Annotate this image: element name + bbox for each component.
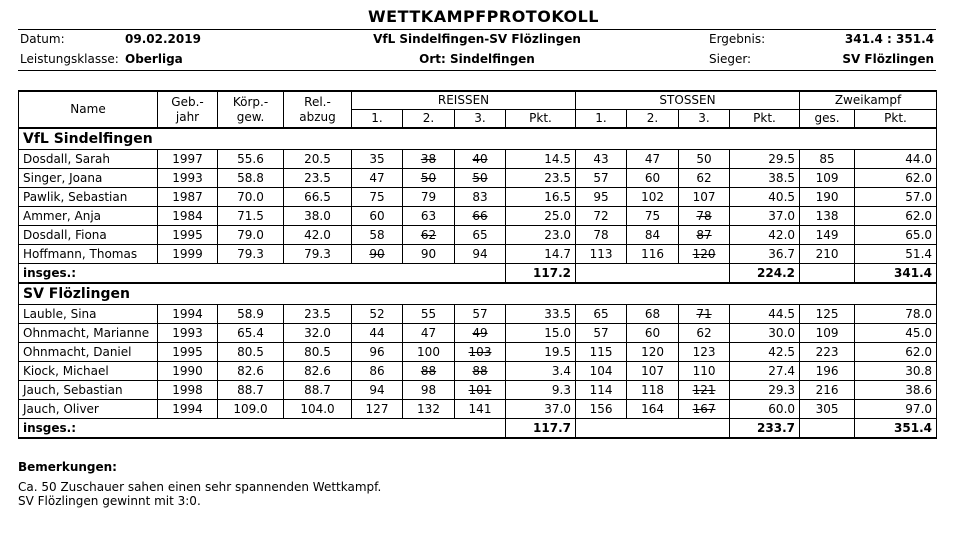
relative-deduction: 80.5 xyxy=(284,343,352,362)
stossen-attempt-3 xyxy=(679,245,730,264)
reissen-attempt-3 xyxy=(455,169,506,188)
ergebnis-value: 341.4 : 351.4 xyxy=(844,32,934,46)
athlete-row xyxy=(19,188,937,207)
relative-deduction: 104.0 xyxy=(284,400,352,419)
relative-deduction: 38.0 xyxy=(284,207,352,226)
stossen-attempt-2: 107 xyxy=(627,362,679,381)
total-zweikampf: 351.4 xyxy=(855,419,937,439)
team-name: VfL Sindelfingen xyxy=(19,128,937,150)
protocol-header xyxy=(18,29,936,71)
col-geb: Geb.-jahr xyxy=(158,91,218,128)
reissen-attempt-3-failed: 50 xyxy=(472,170,488,185)
reissen-points: 15.0 xyxy=(506,324,576,343)
athlete-name: Ohnmacht, Daniel xyxy=(19,343,158,362)
col-r2: 2. xyxy=(403,110,455,129)
stossen-attempt-2: 68 xyxy=(627,305,679,324)
zweikampf-total: 210 xyxy=(800,245,855,264)
stossen-attempt-3: 123 xyxy=(679,343,730,362)
reissen-points: 14.7 xyxy=(506,245,576,264)
total-stossen: 233.7 xyxy=(730,419,800,439)
stossen-attempt-3: 50 xyxy=(679,150,730,169)
stossen-attempt-2: 47 xyxy=(627,150,679,169)
reissen-attempt-3: 57 xyxy=(455,305,506,324)
col-s1: 1. xyxy=(576,110,627,129)
col-name: Name xyxy=(19,91,158,128)
zweikampf-points: 45.0 xyxy=(855,324,937,343)
stossen-attempt-1: 43 xyxy=(576,150,627,169)
relative-deduction: 23.5 xyxy=(284,169,352,188)
relative-deduction: 88.7 xyxy=(284,381,352,400)
stossen-points: 27.4 xyxy=(730,362,800,381)
reissen-points: 16.5 xyxy=(506,188,576,207)
stossen-attempt-3 xyxy=(679,226,730,245)
match-title: VfL Sindelfingen-SV Flözlingen xyxy=(373,32,581,46)
ergebnis-label: Ergebnis: xyxy=(709,32,766,46)
reissen-points: 33.5 xyxy=(506,305,576,324)
zweikampf-points: 65.0 xyxy=(855,226,937,245)
relative-deduction: 66.5 xyxy=(284,188,352,207)
relative-deduction: 32.0 xyxy=(284,324,352,343)
col-ges: ges. xyxy=(800,110,855,129)
reissen-attempt-1: 52 xyxy=(352,305,403,324)
athlete-name: Jauch, Sebastian xyxy=(19,381,158,400)
athlete-name: Kiock, Michael xyxy=(19,362,158,381)
athlete-name: Dosdall, Sarah xyxy=(19,150,158,169)
stossen-attempt-3-failed: 71 xyxy=(696,306,712,321)
birth-year: 1998 xyxy=(158,381,218,400)
reissen-attempt-1: 96 xyxy=(352,343,403,362)
reissen-attempt-2-failed: 62 xyxy=(420,227,437,242)
col-reissen: REISSEN xyxy=(352,91,576,110)
reissen-attempt-1: 86 xyxy=(352,362,403,381)
zweikampf-total: 149 xyxy=(800,226,855,245)
birth-year: 1995 xyxy=(158,343,218,362)
reissen-attempt-2 xyxy=(403,226,455,245)
stossen-attempt-3-failed: 78 xyxy=(696,208,712,223)
stossen-attempt-1: 72 xyxy=(576,207,627,226)
reissen-points: 37.0 xyxy=(506,400,576,419)
stossen-points: 42.5 xyxy=(730,343,800,362)
header-rule-top xyxy=(18,29,936,30)
reissen-attempt-1: 75 xyxy=(352,188,403,207)
sieger-label: Sieger: xyxy=(709,52,752,66)
reissen-attempt-3-failed: 88 xyxy=(472,363,488,378)
birth-year: 1995 xyxy=(158,226,218,245)
reissen-attempt-2: 132 xyxy=(403,400,455,419)
athlete-row xyxy=(19,400,937,419)
stossen-points: 36.7 xyxy=(730,245,800,264)
col-r3: 3. xyxy=(455,110,506,129)
body-weight: 65.4 xyxy=(218,324,284,343)
ort: Ort: Sindelfingen xyxy=(419,52,535,66)
total-spacer xyxy=(800,419,855,439)
zweikampf-points: 62.0 xyxy=(855,343,937,362)
relative-deduction: 82.6 xyxy=(284,362,352,381)
notes xyxy=(18,460,381,508)
reissen-attempt-1: 94 xyxy=(352,381,403,400)
athlete-name: Dosdall, Fiona xyxy=(19,226,158,245)
reissen-attempt-2 xyxy=(403,150,455,169)
zweikampf-points: 44.0 xyxy=(855,150,937,169)
relative-deduction: 42.0 xyxy=(284,226,352,245)
zweikampf-total: 196 xyxy=(800,362,855,381)
stossen-attempt-1: 113 xyxy=(576,245,627,264)
relative-deduction: 20.5 xyxy=(284,150,352,169)
birth-year: 1987 xyxy=(158,188,218,207)
zweikampf-points: 62.0 xyxy=(855,207,937,226)
total-label: insges.: xyxy=(19,264,506,284)
reissen-attempt-3-failed: 103 xyxy=(468,344,492,359)
body-weight: 82.6 xyxy=(218,362,284,381)
zweikampf-total: 85 xyxy=(800,150,855,169)
body-weight: 71.5 xyxy=(218,207,284,226)
stossen-attempt-2: 60 xyxy=(627,324,679,343)
total-spacer xyxy=(576,419,730,439)
reissen-attempt-1: 127 xyxy=(352,400,403,419)
reissen-attempt-2: 55 xyxy=(403,305,455,324)
stossen-attempt-2: 120 xyxy=(627,343,679,362)
stossen-attempt-2: 60 xyxy=(627,169,679,188)
body-weight: 58.8 xyxy=(218,169,284,188)
stossen-attempt-1: 57 xyxy=(576,169,627,188)
reissen-attempt-2 xyxy=(403,362,455,381)
reissen-attempt-3-failed: 101 xyxy=(468,382,492,397)
reissen-attempt-3-failed: 40 xyxy=(472,151,488,166)
body-weight: 58.9 xyxy=(218,305,284,324)
athlete-row xyxy=(19,305,937,324)
reissen-attempt-2: 100 xyxy=(403,343,455,362)
stossen-attempt-1: 104 xyxy=(576,362,627,381)
reissen-attempt-3: 141 xyxy=(455,400,506,419)
athlete-name: Ohnmacht, Marianne xyxy=(19,324,158,343)
stossen-attempt-2: 118 xyxy=(627,381,679,400)
athlete-name: Jauch, Oliver xyxy=(19,400,158,419)
stossen-attempt-3 xyxy=(679,400,730,419)
reissen-attempt-1: 58 xyxy=(352,226,403,245)
reissen-attempt-2: 63 xyxy=(403,207,455,226)
athlete-row xyxy=(19,169,937,188)
stossen-attempt-2: 102 xyxy=(627,188,679,207)
reissen-attempt-3 xyxy=(455,381,506,400)
reissen-attempt-3-failed: 49 xyxy=(472,325,488,340)
notes-line-2: SV Flözlingen gewinnt mit 3:0. xyxy=(18,494,201,508)
reissen-attempt-2: 90 xyxy=(403,245,455,264)
stossen-points: 29.3 xyxy=(730,381,800,400)
stossen-attempt-3-failed: 87 xyxy=(696,227,712,242)
reissen-attempt-1: 60 xyxy=(352,207,403,226)
zweikampf-total: 305 xyxy=(800,400,855,419)
stossen-attempt-2: 116 xyxy=(627,245,679,264)
reissen-attempt-3 xyxy=(455,324,506,343)
reissen-attempt-2: 79 xyxy=(403,188,455,207)
reissen-attempt-3 xyxy=(455,343,506,362)
reissen-attempt-1: 47 xyxy=(352,169,403,188)
stossen-attempt-3: 110 xyxy=(679,362,730,381)
team-row xyxy=(19,128,937,150)
reissen-attempt-2: 98 xyxy=(403,381,455,400)
stossen-attempt-3: 107 xyxy=(679,188,730,207)
athlete-name: Lauble, Sina xyxy=(19,305,158,324)
results-table xyxy=(18,90,937,439)
reissen-points: 3.4 xyxy=(506,362,576,381)
body-weight: 109.0 xyxy=(218,400,284,419)
reissen-attempt-1: 35 xyxy=(352,150,403,169)
sieger-value: SV Flözlingen xyxy=(842,52,934,66)
zweikampf-points: 38.6 xyxy=(855,381,937,400)
reissen-attempt-3 xyxy=(455,207,506,226)
reissen-attempt-2-failed: 38 xyxy=(420,151,437,166)
relative-deduction: 79.3 xyxy=(284,245,352,264)
results-body xyxy=(19,128,937,438)
zweikampf-total: 125 xyxy=(800,305,855,324)
reissen-points: 9.3 xyxy=(506,381,576,400)
reissen-attempt-3: 65 xyxy=(455,226,506,245)
reissen-points: 23.0 xyxy=(506,226,576,245)
reissen-attempt-3 xyxy=(455,150,506,169)
birth-year: 1993 xyxy=(158,324,218,343)
col-r1: 1. xyxy=(352,110,403,129)
stossen-attempt-3-failed: 167 xyxy=(692,401,716,416)
stossen-points: 44.5 xyxy=(730,305,800,324)
athlete-row xyxy=(19,150,937,169)
reissen-points: 25.0 xyxy=(506,207,576,226)
stossen-attempt-1: 65 xyxy=(576,305,627,324)
body-weight: 79.0 xyxy=(218,226,284,245)
stossen-attempt-3 xyxy=(679,305,730,324)
col-korp: Körp.-gew. xyxy=(218,91,284,128)
relative-deduction: 23.5 xyxy=(284,305,352,324)
athlete-name: Hoffmann, Thomas xyxy=(19,245,158,264)
stossen-attempt-2: 84 xyxy=(627,226,679,245)
reissen-attempt-1-failed: 90 xyxy=(369,246,385,261)
zweikampf-total: 223 xyxy=(800,343,855,362)
total-label: insges.: xyxy=(19,419,506,439)
birth-year: 1994 xyxy=(158,305,218,324)
stossen-attempt-3 xyxy=(679,207,730,226)
datum-label: Datum: xyxy=(20,32,65,46)
stossen-attempt-1: 95 xyxy=(576,188,627,207)
total-stossen: 224.2 xyxy=(730,264,800,284)
body-weight: 79.3 xyxy=(218,245,284,264)
header-rule-bottom xyxy=(18,70,936,71)
athlete-name: Pawlik, Sebastian xyxy=(19,188,158,207)
zweikampf-total: 190 xyxy=(800,188,855,207)
athlete-row xyxy=(19,245,937,264)
athlete-name: Singer, Joana xyxy=(19,169,158,188)
team-name: SV Flözlingen xyxy=(19,283,937,305)
stossen-attempt-1: 78 xyxy=(576,226,627,245)
zweikampf-total: 109 xyxy=(800,169,855,188)
reissen-points: 23.5 xyxy=(506,169,576,188)
athlete-row xyxy=(19,324,937,343)
body-weight: 70.0 xyxy=(218,188,284,207)
body-weight: 88.7 xyxy=(218,381,284,400)
total-reissen: 117.7 xyxy=(506,419,576,439)
stossen-attempt-3: 62 xyxy=(679,169,730,188)
reissen-attempt-3-failed: 66 xyxy=(472,208,488,223)
col-rpkt: Pkt. xyxy=(506,110,576,129)
reissen-attempt-1: 44 xyxy=(352,324,403,343)
col-spkt: Pkt. xyxy=(730,110,800,129)
stossen-attempt-1: 115 xyxy=(576,343,627,362)
reissen-points: 14.5 xyxy=(506,150,576,169)
zweikampf-points: 30.8 xyxy=(855,362,937,381)
total-reissen: 117.2 xyxy=(506,264,576,284)
zweikampf-points: 57.0 xyxy=(855,188,937,207)
reissen-attempt-2 xyxy=(403,169,455,188)
reissen-attempt-2: 47 xyxy=(403,324,455,343)
reissen-points: 19.5 xyxy=(506,343,576,362)
reissen-attempt-3 xyxy=(455,362,506,381)
stossen-points: 37.0 xyxy=(730,207,800,226)
stossen-attempt-1: 156 xyxy=(576,400,627,419)
total-zweikampf: 341.4 xyxy=(855,264,937,284)
stossen-attempt-2: 164 xyxy=(627,400,679,419)
athlete-name: Ammer, Anja xyxy=(19,207,158,226)
total-spacer xyxy=(800,264,855,284)
zweikampf-total: 216 xyxy=(800,381,855,400)
stossen-points: 40.5 xyxy=(730,188,800,207)
reissen-attempt-2-failed: 50 xyxy=(420,170,437,185)
col-s3: 3. xyxy=(679,110,730,129)
zweikampf-points: 97.0 xyxy=(855,400,937,419)
zweikampf-points: 62.0 xyxy=(855,169,937,188)
stossen-attempt-1: 114 xyxy=(576,381,627,400)
datum-value: 09.02.2019 xyxy=(125,32,201,46)
stossen-points: 30.0 xyxy=(730,324,800,343)
stossen-attempt-3: 62 xyxy=(679,324,730,343)
reissen-attempt-3: 94 xyxy=(455,245,506,264)
col-s2: 2. xyxy=(627,110,679,129)
zweikampf-points: 51.4 xyxy=(855,245,937,264)
zweikampf-total: 138 xyxy=(800,207,855,226)
col-zweikampf: Zweikampf xyxy=(800,91,937,110)
athlete-row xyxy=(19,381,937,400)
zweikampf-points: 78.0 xyxy=(855,305,937,324)
stossen-attempt-3 xyxy=(679,381,730,400)
page-title: WETTKAMPFPROTOKOLL xyxy=(368,7,599,26)
team-row xyxy=(19,283,937,305)
birth-year: 1994 xyxy=(158,400,218,419)
athlete-row xyxy=(19,207,937,226)
athlete-row xyxy=(19,343,937,362)
team-total-row xyxy=(19,264,937,284)
athlete-row xyxy=(19,362,937,381)
birth-year: 1993 xyxy=(158,169,218,188)
leistungsklasse-value: Oberliga xyxy=(125,52,183,66)
stossen-attempt-3-failed: 121 xyxy=(692,382,716,397)
total-spacer xyxy=(576,264,730,284)
stossen-attempt-1: 57 xyxy=(576,324,627,343)
stossen-attempt-2: 75 xyxy=(627,207,679,226)
leistungsklasse-label: Leistungsklasse: xyxy=(20,52,119,66)
athlete-row xyxy=(19,226,937,245)
stossen-points: 60.0 xyxy=(730,400,800,419)
reissen-attempt-3: 83 xyxy=(455,188,506,207)
birth-year: 1999 xyxy=(158,245,218,264)
birth-year: 1990 xyxy=(158,362,218,381)
body-weight: 55.6 xyxy=(218,150,284,169)
notes-heading: Bemerkungen: xyxy=(18,460,117,474)
body-weight: 80.5 xyxy=(218,343,284,362)
reissen-attempt-2-failed: 88 xyxy=(420,363,437,378)
stossen-attempt-3-failed: 120 xyxy=(692,246,716,261)
team-total-row xyxy=(19,419,937,439)
birth-year: 1997 xyxy=(158,150,218,169)
notes-line-1: Ca. 50 Zuschauer sahen einen sehr spannenden Wettkampf. xyxy=(18,480,382,494)
col-stossen: STOSSEN xyxy=(576,91,800,110)
col-zpkt: Pkt. xyxy=(855,110,937,129)
reissen-attempt-1 xyxy=(352,245,403,264)
stossen-points: 38.5 xyxy=(730,169,800,188)
col-rel: Rel.-abzug xyxy=(284,91,352,128)
birth-year: 1984 xyxy=(158,207,218,226)
stossen-points: 29.5 xyxy=(730,150,800,169)
stossen-points: 42.0 xyxy=(730,226,800,245)
zweikampf-total: 109 xyxy=(800,324,855,343)
